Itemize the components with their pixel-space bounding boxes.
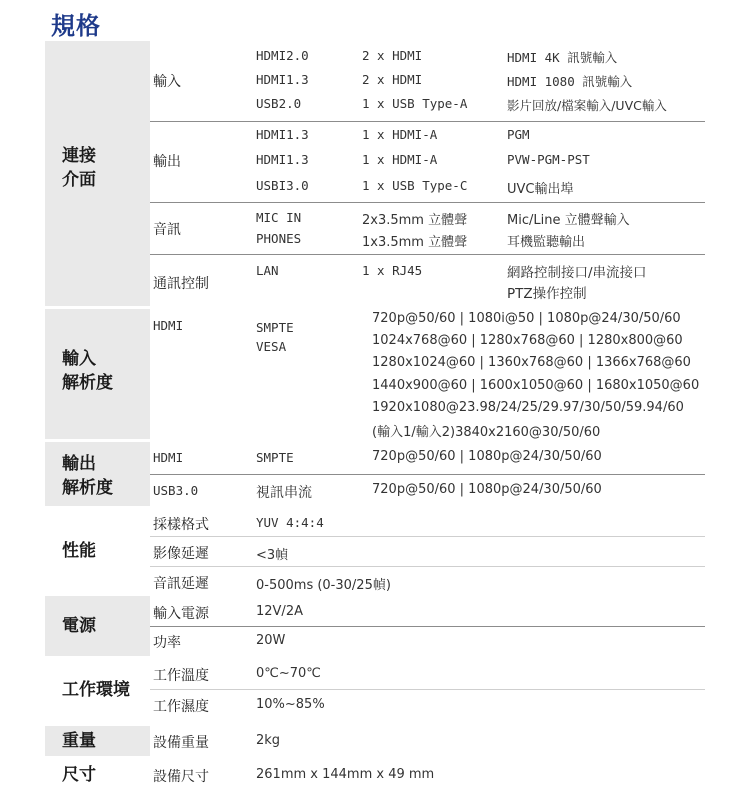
page-title: 規格	[51, 12, 101, 40]
cell-input-res-iface: HDMI	[153, 318, 184, 333]
cell-input-spec-2: 2 x HDMI	[362, 72, 423, 87]
subcategory-output: 輸出	[153, 154, 181, 170]
cell-input-res-line-4: 1440x900@60 | 1600x1050@60 | 1680x1050@60	[372, 378, 700, 393]
cell-input-port-2: HDMI1.3	[256, 72, 309, 87]
cell-output-spec-3: 1 x USB Type-C	[362, 178, 468, 193]
cell-power-value-1: 12V/2A	[256, 604, 303, 619]
category-environment: 工作環境	[62, 680, 130, 700]
divider	[150, 536, 705, 537]
cell-output-spec-1: 1 x HDMI-A	[362, 127, 438, 142]
cell-power-label-2: 功率	[153, 635, 181, 651]
divider	[150, 202, 705, 203]
category-input-resolution-line2: 解析度	[62, 373, 113, 393]
cell-output-res-std-2: 視訊串流	[256, 485, 312, 501]
cell-perf-label-1: 採樣格式	[153, 517, 209, 533]
cell-output-desc-3: UVC輸出埠	[507, 182, 574, 197]
cell-size-value: 261mm x 144mm x 49 mm	[256, 767, 435, 782]
cell-output-desc-2: PVW-PGM-PST	[507, 152, 590, 167]
cell-input-res-line-5: 1920x1080@23.98/24/25/29.97/30/50/59.94/60	[372, 400, 684, 415]
cell-input-res-line-6: (輸入1/輸入2)3840x2160@30/50/60	[372, 425, 601, 440]
divider	[150, 566, 705, 567]
cell-output-res-std-1: SMPTE	[256, 450, 294, 465]
cell-input-port-1: HDMI2.0	[256, 48, 309, 63]
cell-audio-port-1: MIC IN	[256, 210, 302, 225]
subcategory-input: 輸入	[153, 74, 181, 90]
category-output-resolution-line1: 輸出	[62, 454, 96, 474]
category-performance: 性能	[62, 541, 96, 561]
cell-output-port-2: HDMI1.3	[256, 152, 309, 167]
cell-control-spec: 1 x RJ45	[362, 263, 423, 278]
subcategory-control: 通訊控制	[153, 276, 209, 292]
cell-size-label: 設備尺寸	[153, 769, 209, 785]
cell-output-port-3: USBI3.0	[256, 178, 309, 193]
cell-control-desc-1: 網路控制接口/串流接口	[507, 265, 647, 281]
cell-perf-label-3: 音訊延遲	[153, 576, 209, 592]
category-input-resolution-line1: 輸入	[62, 349, 96, 369]
cell-audio-spec-1: 2x3.5mm 立體聲	[362, 213, 468, 228]
cell-output-res-val-1: 720p@50/60 | 1080p@24/30/50/60	[372, 449, 602, 464]
cell-input-desc-2: HDMI 1080 訊號輸入	[507, 74, 633, 89]
category-connection	[62, 144, 96, 192]
category-output-resolution	[62, 452, 113, 500]
category-power: 電源	[62, 616, 96, 636]
category-input-resolution	[62, 347, 113, 395]
category-band-connection	[45, 41, 150, 306]
category-weight: 重量	[62, 731, 96, 751]
cell-input-res-std-2: VESA	[256, 339, 287, 354]
cell-env-value-2: 10%~85%	[256, 697, 325, 712]
category-size: 尺寸	[62, 765, 96, 785]
cell-audio-spec-2: 1x3.5mm 立體聲	[362, 235, 468, 250]
divider	[150, 254, 705, 255]
cell-output-res-iface-1: HDMI	[153, 450, 184, 465]
cell-input-spec-3: 1 x USB Type-A	[362, 96, 468, 111]
cell-input-res-line-3: 1280x1024@60 | 1360x768@60 | 1366x768@60	[372, 355, 691, 370]
category-connection-line1: 連接	[62, 146, 96, 166]
cell-output-res-iface-2: USB3.0	[153, 483, 199, 498]
cell-perf-value-3: 0-500ms (0-30/25幀)	[256, 578, 391, 593]
cell-output-desc-1: PGM	[507, 127, 530, 142]
divider	[150, 689, 705, 690]
cell-env-label-1: 工作溫度	[153, 668, 209, 684]
subcategory-audio: 音訊	[153, 222, 181, 238]
cell-env-value-1: 0℃~70℃	[256, 666, 321, 681]
cell-output-spec-2: 1 x HDMI-A	[362, 152, 438, 167]
cell-input-desc-3: 影片回放/檔案輸入/UVC輸入	[507, 98, 667, 113]
cell-perf-value-1: YUV 4:4:4	[256, 515, 324, 530]
cell-output-res-val-2: 720p@50/60 | 1080p@24/30/50/60	[372, 482, 602, 497]
cell-input-desc-1: HDMI 4K 訊號輸入	[507, 50, 618, 65]
cell-audio-desc-1: Mic/Line 立體聲輸入	[507, 213, 630, 228]
divider	[150, 121, 705, 122]
cell-power-value-2: 20W	[256, 633, 286, 648]
cell-perf-value-2: <3幀	[256, 548, 289, 563]
cell-input-res-line-2: 1024x768@60 | 1280x768@60 | 1280x800@60	[372, 333, 683, 348]
cell-audio-desc-2: 耳機監聽輸出	[507, 235, 586, 250]
cell-power-label-1: 輸入電源	[153, 606, 209, 622]
cell-env-label-2: 工作濕度	[153, 699, 209, 715]
category-connection-line2: 介面	[62, 170, 96, 190]
cell-weight-value: 2kg	[256, 733, 281, 748]
category-output-resolution-line2: 解析度	[62, 478, 113, 498]
divider	[150, 474, 705, 475]
cell-input-res-line-1: 720p@50/60 | 1080i@50 | 1080p@24/30/50/60	[372, 311, 681, 326]
cell-control-port: LAN	[256, 263, 279, 278]
cell-input-spec-1: 2 x HDMI	[362, 48, 423, 63]
cell-weight-label: 設備重量	[153, 735, 209, 751]
category-band-weight	[45, 726, 150, 756]
cell-input-port-3: USB2.0	[256, 96, 302, 111]
cell-audio-port-2: PHONES	[256, 231, 302, 246]
divider	[150, 626, 705, 627]
category-band-power	[45, 596, 150, 656]
cell-input-res-std-1: SMPTE	[256, 320, 294, 335]
cell-control-desc-2: PTZ操作控制	[507, 286, 587, 302]
cell-perf-label-2: 影像延遲	[153, 546, 209, 562]
cell-output-port-1: HDMI1.3	[256, 127, 309, 142]
